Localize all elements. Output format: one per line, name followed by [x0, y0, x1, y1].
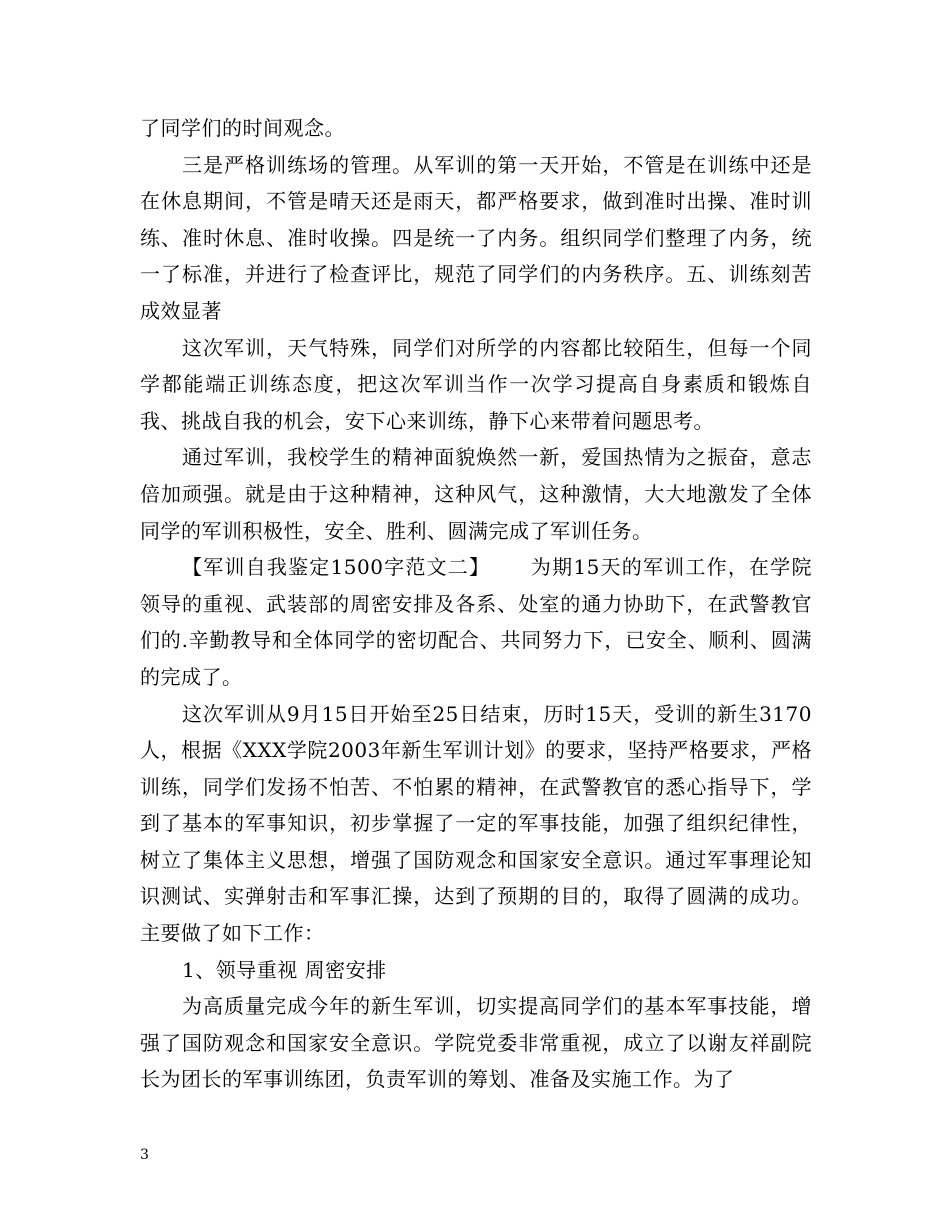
paragraph-training-result: 通过军训，我校学生的精神面貌焕然一新，爱国热情为之振奋，意志倍加顽强。就是由于这种精神，这种风气，这种激情，大大地激发了全体同学的军训积极性，安全、胜利、圆满完成了军训任务。	[140, 445, 812, 543]
document-body	[140, 110, 812, 1098]
sample-two-heading: 【军训自我鉴定1500字范文二】	[182, 555, 491, 580]
paragraph-continuation: 了同学们的时间观念。	[140, 116, 345, 140]
sample-two-intro-text: 为期15天的军训工作，在学院领导的重视、武装部的周密安排及各系、处室的通力协助下，在武警教官们的.辛勤教导和全体同学的密切配合、共同努力下，已安全、顺利、圆满的完成了。	[140, 555, 812, 689]
paragraph-leadership-details: 为高质量完成今年的新生军训，切实提高同学们的基本军事技能，增强了国防观念和国家安全意识。学院党委非常重视，成立了以谢友祥副院长为团长的军事训练团，负责军训的筹划、准备及实施工作。为了	[140, 994, 812, 1092]
paragraph-weather-and-attitude: 这次军训，天气特殊，同学们对所学的内容都比较陌生，但每一个同学都能端正训练态度，把这次军训当作一次学习提高自身素质和锻炼自我、挑战自我的机会，安下心来训练，静下心来带着问题思考。	[140, 335, 812, 433]
page-number: 3	[140, 1147, 149, 1163]
paragraph-training-ground-management: 三是严格训练场的管理。从军训的第一天开始，不管是在训练中还是在休息期间，不管是晴天还是雨天，都严格要求，做到准时出操、准时训练、准时休息、准时收操。四是统一了内务。组织同学们整理了内务，统一了标准，并进行了检查评比，规范了同学们的内务秩序。五、训练刻苦成效显著	[140, 152, 812, 323]
section-heading-leadership: 1、领导重视 周密安排	[182, 957, 387, 982]
paragraph-training-summary: 这次军训从9月15日开始至25日结束，历时15天，受训的新生3170人，根据《XXX学院2003年新生军训计划》的要求，坚持严格要求，严格训练，同学们发扬不怕苦、不怕累的精神，在武警教官的悉心指导下，学到了基本的军事知识，初步掌握了一定的军事技能，加强了组织纪律性，树立了集体主义思想，增强了国防观念和国家安全意识。通过军事理论知识测试、实弹射击和军事汇操，达到了预期的目的，取得了圆满的成功。主要做了如下工作：	[140, 701, 812, 946]
paragraph-sample-two-intro	[140, 549, 812, 695]
